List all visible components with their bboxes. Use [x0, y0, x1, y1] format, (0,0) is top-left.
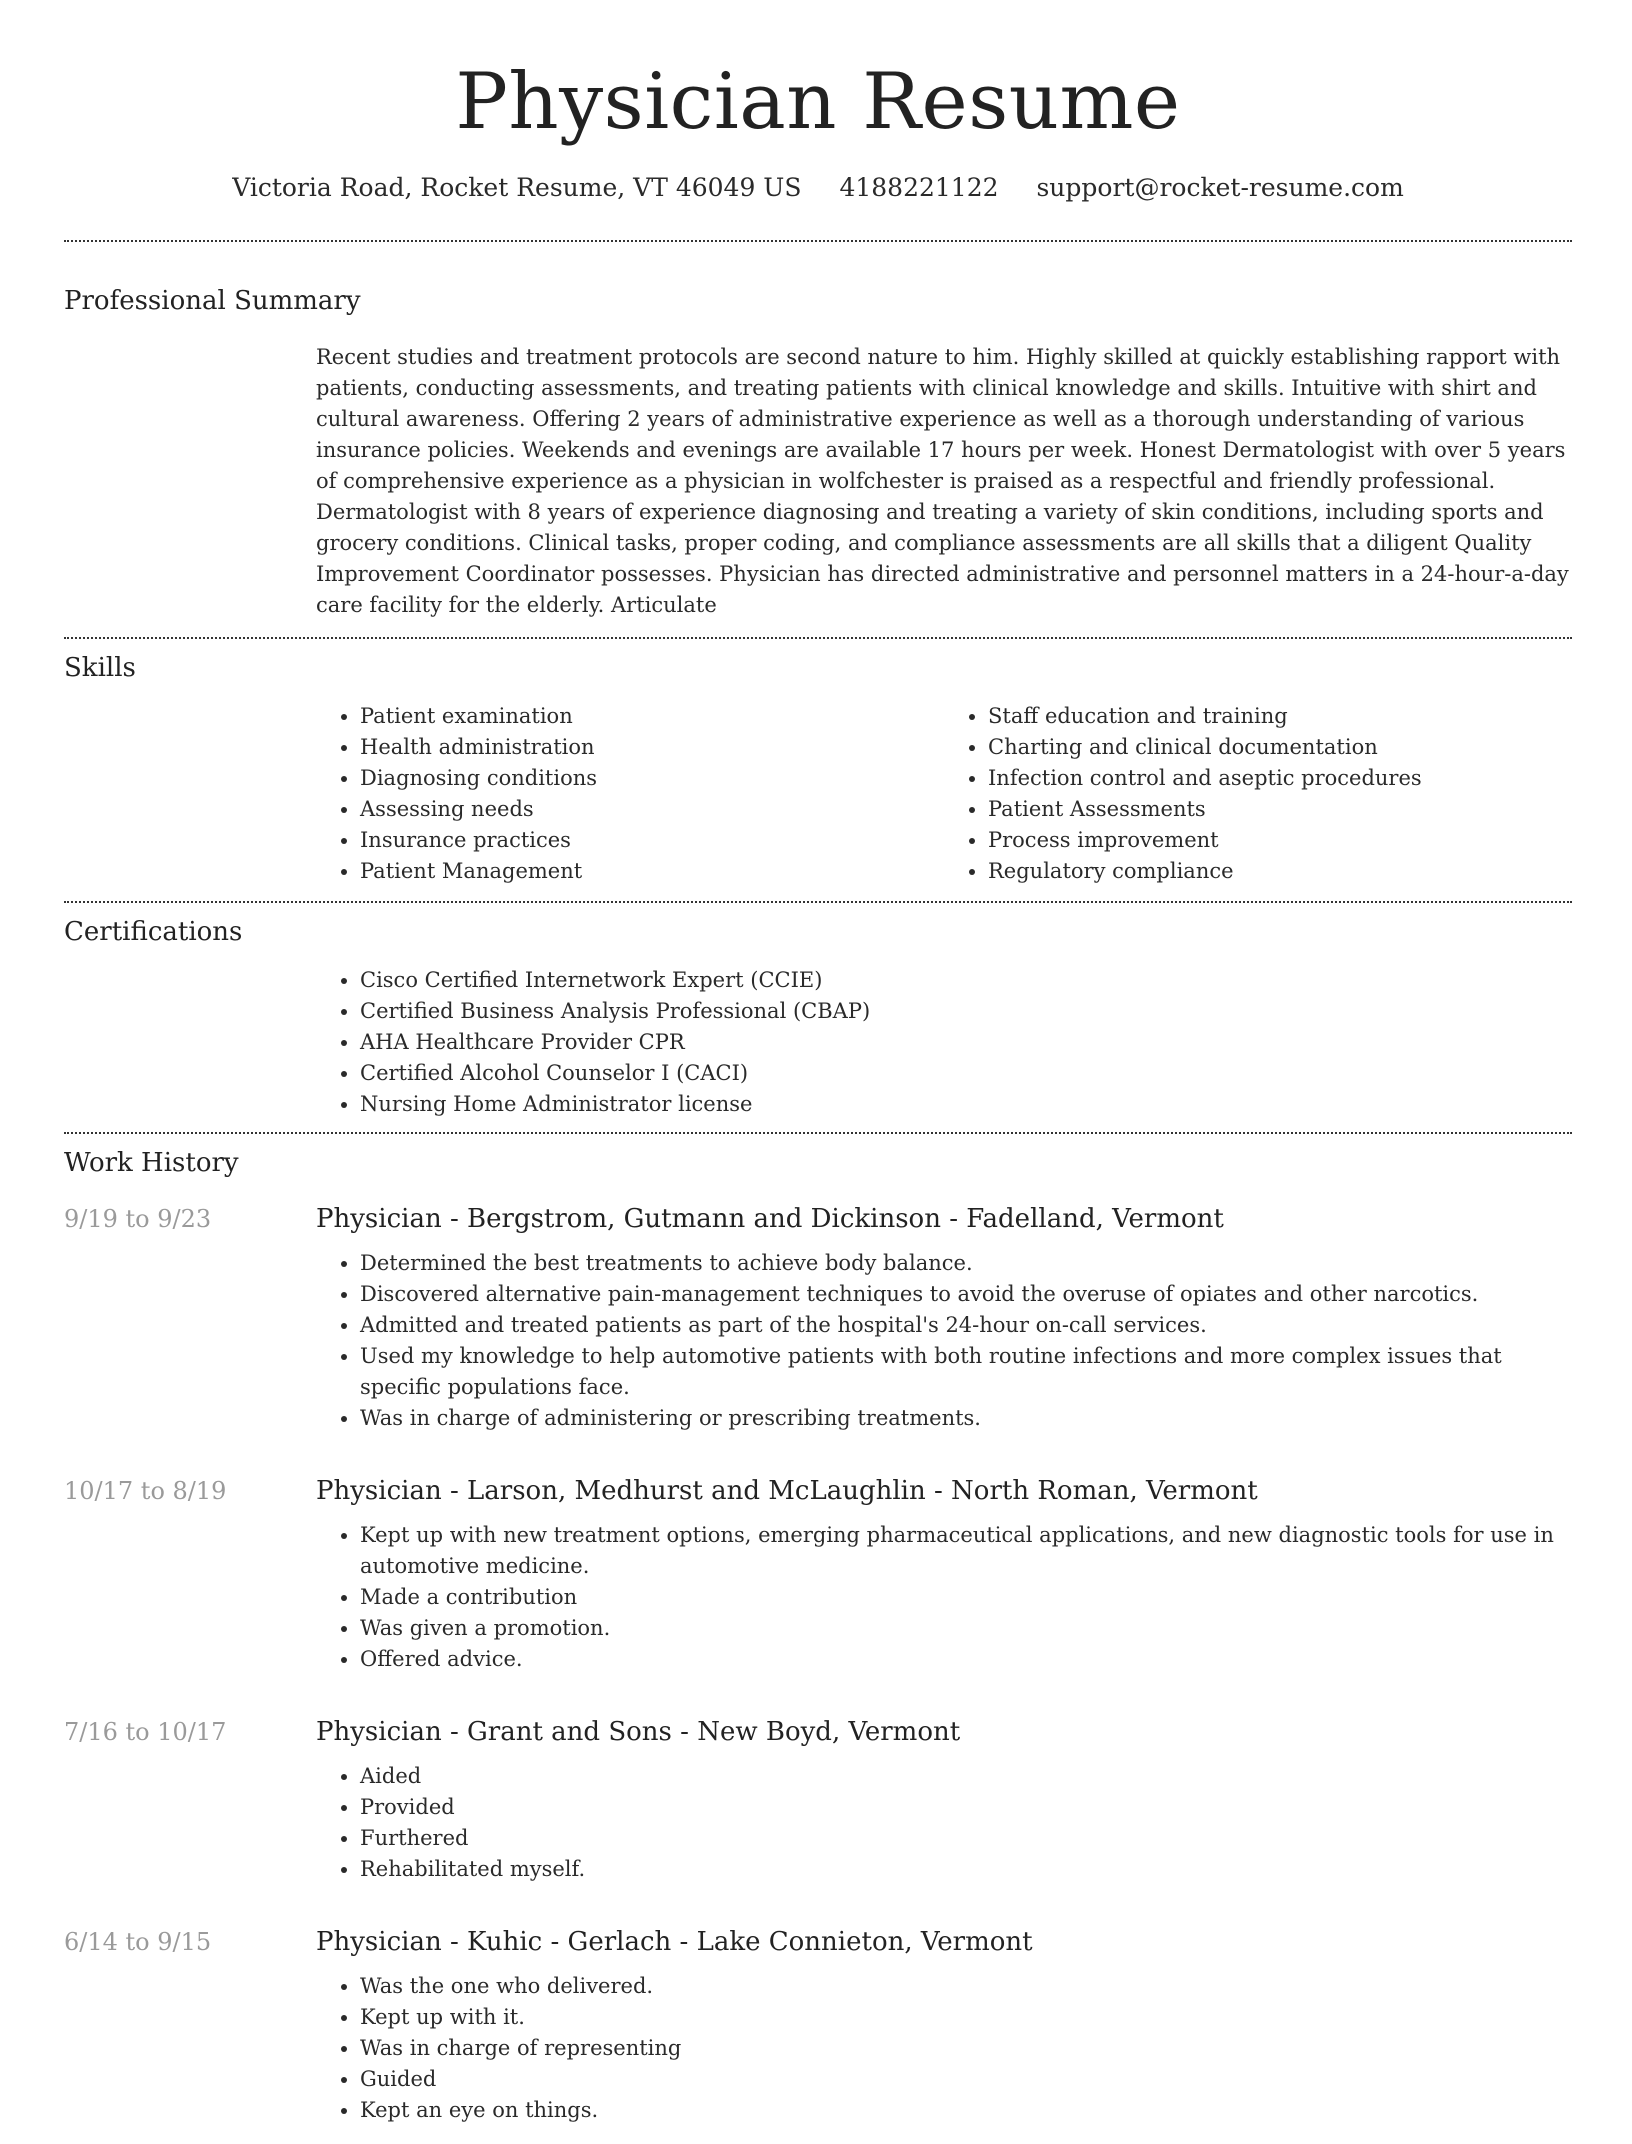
- job-bullet: • Offered advice.: [360, 1644, 1572, 1675]
- job-bullet: • Kept an eye on things.: [360, 2095, 1572, 2126]
- job-bullet: • Rehabilitated myself.: [360, 1854, 1572, 1885]
- skill-item: • Diagnosing conditions: [360, 763, 944, 794]
- job-bullets: [316, 1520, 1572, 1675]
- skill-item: • Assessing needs: [360, 794, 944, 825]
- job-bullet: • Furthered: [360, 1823, 1572, 1854]
- divider: [64, 240, 1572, 242]
- job-details: [316, 1520, 1572, 1693]
- job-entry: [64, 1474, 1572, 1693]
- resume-page: [64, 0, 1572, 2144]
- skill-item: • Patient Management: [360, 856, 944, 887]
- skill-item: • Patient examination: [360, 701, 944, 732]
- job-bullet: • Was given a promotion.: [360, 1613, 1572, 1644]
- skill-item: • Charting and clinical documentation: [988, 732, 1572, 763]
- contact-address: Victoria Road, Rocket Resume, VT 46049 US: [232, 173, 802, 202]
- job-details: [316, 1761, 1572, 1903]
- job-bullet: • Used my knowledge to help automotive patients with both routine infections and more complex issues that specific populations face.: [360, 1341, 1572, 1403]
- certification-item: • Cisco Certified Internetwork Expert (CCIE): [360, 965, 1572, 996]
- section-body: [316, 342, 1572, 637]
- job-bullet: • Admitted and treated patients as part of the hospital's 24-hour on-call services.: [360, 1310, 1572, 1341]
- divider: [64, 637, 1572, 639]
- job-title: Physician - Kuhic - Gerlach - Lake Connieton, Vermont: [316, 1927, 1033, 1957]
- skill-item: • Regulatory compliance: [988, 856, 1572, 887]
- skill-item: • Health administration: [360, 732, 944, 763]
- contact-email: support@rocket-resume.com: [1036, 173, 1404, 202]
- job-bullet: • Provided: [360, 1792, 1572, 1823]
- job-title: Physician - Larson, Medhurst and McLaughlin - North Roman, Vermont: [316, 1476, 1258, 1506]
- skills-list-left: [316, 701, 944, 887]
- job-bullet: • Aided: [360, 1761, 1572, 1792]
- job-bullet: • Was the one who delivered.: [360, 1971, 1572, 2002]
- skills-list-right: [944, 701, 1572, 887]
- skill-item: • Infection control and aseptic procedures: [988, 763, 1572, 794]
- skill-item: • Staff education and training: [988, 701, 1572, 732]
- job-dates: 10/17 to 8/19: [64, 1477, 227, 1505]
- job-dates: 7/16 to 10/17: [64, 1718, 227, 1746]
- job-bullets: [316, 1971, 1572, 2126]
- section-heading: Certifications: [64, 917, 243, 947]
- job-bullets: [316, 1761, 1572, 1885]
- job-bullet: • Guided: [360, 2064, 1572, 2095]
- section-work-history: [64, 1146, 1572, 2144]
- skill-item: • Insurance practices: [360, 825, 944, 856]
- section-professional-summary: [64, 284, 1572, 637]
- section-certifications: [64, 915, 1572, 1132]
- section-body: [316, 965, 1572, 1132]
- job-bullet: • Made a contribution: [360, 1582, 1572, 1613]
- section-heading: Skills: [64, 653, 136, 683]
- section-skills: [64, 651, 1572, 901]
- skills-columns: [316, 701, 1572, 901]
- section-heading: Work History: [64, 1148, 239, 1178]
- job-dates: 9/19 to 9/23: [64, 1205, 212, 1233]
- certifications-list: [316, 965, 1572, 1120]
- job-entry: [64, 1202, 1572, 1452]
- job-title: Physician - Grant and Sons - New Boyd, Vermont: [316, 1717, 961, 1747]
- job-bullet: • Discovered alternative pain-management techniques to avoid the overuse of opiates and other narcotics.: [360, 1279, 1572, 1310]
- job-bullet: • Was in charge of representing: [360, 2033, 1572, 2064]
- job-entry: [64, 1925, 1572, 2144]
- job-bullet: • Kept up with new treatment options, emerging pharmaceutical applications, and new diagnostic tools for use in automotive medicine.: [360, 1520, 1572, 1582]
- divider: [64, 1132, 1572, 1134]
- job-bullet: • Was in charge of administering or prescribing treatments.: [360, 1403, 1572, 1434]
- job-bullet: • Kept up with it.: [360, 2002, 1572, 2033]
- certification-item: • Nursing Home Administrator license: [360, 1089, 1572, 1120]
- resume-header: [64, 54, 1572, 204]
- divider: [64, 901, 1572, 903]
- contact-phone: 4188221122: [839, 173, 999, 202]
- job-entry: [64, 1715, 1572, 1903]
- skill-item: • Patient Assessments: [988, 794, 1572, 825]
- summary-text: Recent studies and treatment protocols are second nature to him. Highly skilled at quickly establishing rapport with patients, conducting assessments, and treating patients with clinical knowledge and skills. Intuitive with shirt and cultural awareness. Offering 2 years of administrative experience as well as a thorough understanding of various insurance policies. Weekends and evenings are available 17 hours per week. Honest Dermatologist with over 5 years of comprehensive experience as a physician in wolfchester is praised as a respectful and friendly professional. Dermatologist with 8 years of experience diagnosing and treating a variety of skin conditions, including sports and grocery conditions. Clinical tasks, proper coding, and compliance assessments are all skills that a diligent Quality Improvement Coordinator possesses. Physician has directed administrative and personnel matters in a 24-hour-a-day care facility for the elderly. Articulate: [316, 345, 1569, 617]
- certification-item: • Certified Alcohol Counselor I (CACI): [360, 1058, 1572, 1089]
- page-title: Physician Resume: [455, 57, 1181, 147]
- certification-item: • Certified Business Analysis Professional (CBAP): [360, 996, 1572, 1027]
- job-dates: 6/14 to 9/15: [64, 1928, 212, 1956]
- job-details: [316, 1248, 1572, 1452]
- job-title: Physician - Bergstrom, Gutmann and Dickinson - Fadelland, Vermont: [316, 1204, 1224, 1234]
- section-heading: Professional Summary: [64, 286, 361, 316]
- job-bullets: [316, 1248, 1572, 1434]
- contact-line: [64, 172, 1572, 204]
- job-bullet: • Determined the best treatments to achieve body balance.: [360, 1248, 1572, 1279]
- job-details: [316, 1971, 1572, 2144]
- skill-item: • Process improvement: [988, 825, 1572, 856]
- certification-item: • AHA Healthcare Provider CPR: [360, 1027, 1572, 1058]
